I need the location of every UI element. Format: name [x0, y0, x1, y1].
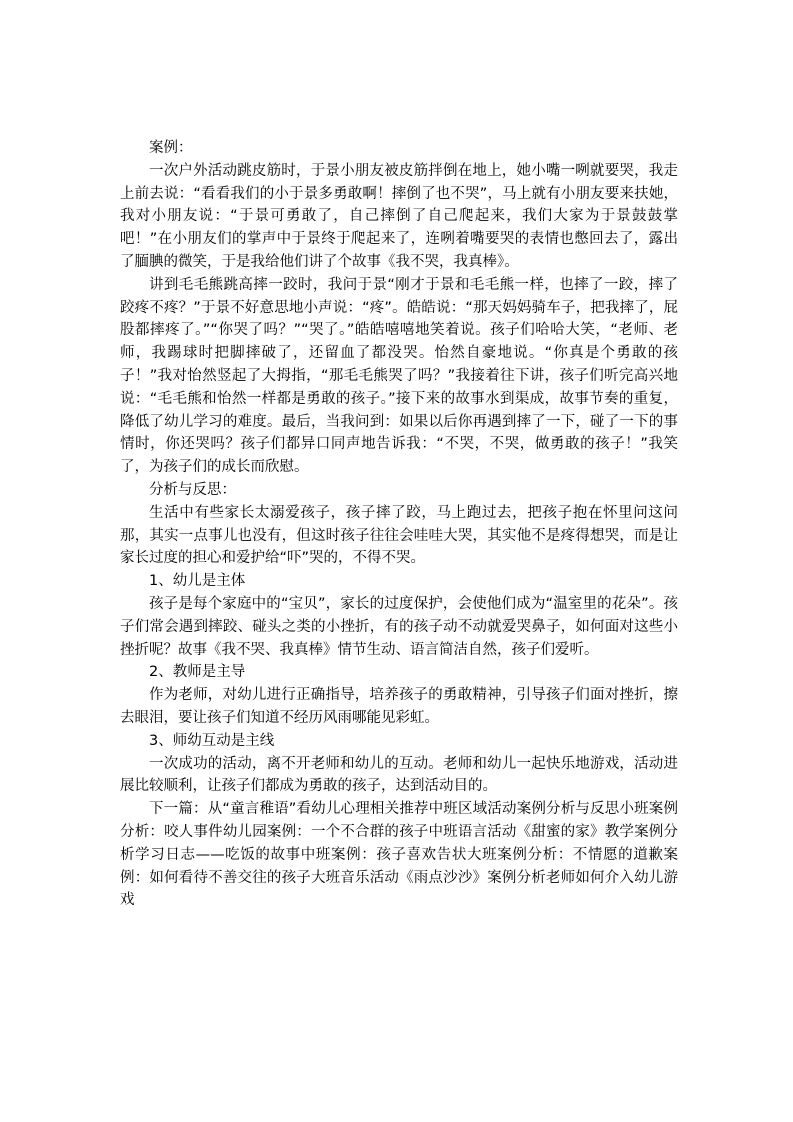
analysis-heading: 分析与反思：: [149, 481, 236, 498]
section-heading-1: 1、幼儿是主体: [149, 573, 246, 590]
case-heading: 案例：: [149, 140, 193, 156]
section-paragraph-2: 作为老师，对幼儿进行正确指导，培养孩子的勇敢精神，引导孩子们面对挫折，擦去眼泪，要让孩子们知道不经历风雨哪能见彩虹。: [120, 687, 678, 726]
analysis-paragraph: 生活中有些家长太溺爱孩子，孩子摔了跤，马上跑过去，把孩子抱在怀里问这问那，其实一点事儿也没有，但这时孩子往往会哇哇大哭，其实他不是疼得想哭，而是让家长过度的担心和爱护给“吓”哭的，不得不哭。: [120, 504, 678, 567]
section-heading-2: 2、教师是主导: [149, 664, 246, 681]
section-heading-3: 3、师幼互动是主线: [149, 732, 275, 749]
case-paragraph-1: 一次户外活动跳皮筋时，于景小朋友被皮筋拌倒在地上，她小嘴一咧就要哭，我走上前去说：“看看我们的小于景多勇敢啊！摔倒了也不哭”，马上就有小朋友要来扶她，我对小朋友说：“于景可勇敢了，自己摔倒了自己爬起来，我们大家为于景鼓鼓掌吧！”在小朋友们的掌声中于景终于爬起来了，连咧着嘴要哭的表情也憋回去了，露出了腼腆的微笑，于是我给他们讲了个故事《我不哭，我真棒》。: [120, 162, 678, 270]
related-links-paragraph: 下一篇：从“童言稚语”看幼儿心理相关推荐中班区域活动案例分析与反思小班案例分析：咬人事件幼儿园案例：一个不合群的孩子中班语言活动《甜蜜的家》教学案例分析学习日志——吃饭的故事中班案例：孩子喜欢告状大班案例分析：不情愿的道歉案例：如何看待不善交往的孩子大班音乐活动《雨点沙沙》案例分析老师如何介入幼儿游戏: [120, 801, 678, 909]
case-paragraph-2: 讲到毛毛熊跳高摔一跤时，我问于景“刚才于景和毛毛熊一样，也摔了一跤，摔了跤疼不疼？”于景不好意思地小声说：“疼”。皓皓说：“那天妈妈骑车子，把我摔了，屁股都摔疼了。”“你哭了吗？”“哭了。”皓皓嘻嘻地笑着说。孩子们哈哈大笑，“老师、老师，我踢球时把脚摔破了，还留血了都没哭。怡然自豪地说。“你真是个勇敢的孩子！”我对怡然竖起了大拇指，“那毛毛熊哭了吗？”我接着往下讲，孩子们听完高兴地说：“毛毛熊和怡然一样都是勇敢的孩子。”接下来的故事水到渠成，故事节奏的重复，降低了幼儿学习的难度。最后，当我问到：如果以后你再遇到摔了一下，碰了一下的事情时，你还哭吗？孩子们都异口同声地告诉我：“不哭，不哭，做勇敢的孩子！”我笑了，为孩子们的成长而欣慰。: [120, 276, 678, 476]
document-body: [120, 137, 678, 912]
section-paragraph-1: 孩子是每个家庭中的“宝贝”，家长的过度保护，会使他们成为“温室里的花朵”。孩子们常会遇到摔跤、碰头之类的小挫折，有的孩子动不动就爱哭鼻子，如何面对这些小挫折呢？故事《我不哭、我真棒》情节生动、语言简洁自然，孩子们爱听。: [120, 595, 678, 658]
section-paragraph-3: 一次成功的活动，离不开老师和幼儿的互动。老师和幼儿一起快乐地游戏，活动进展比较顺利，让孩子们都成为勇敢的孩子，达到活动目的。: [120, 755, 678, 795]
